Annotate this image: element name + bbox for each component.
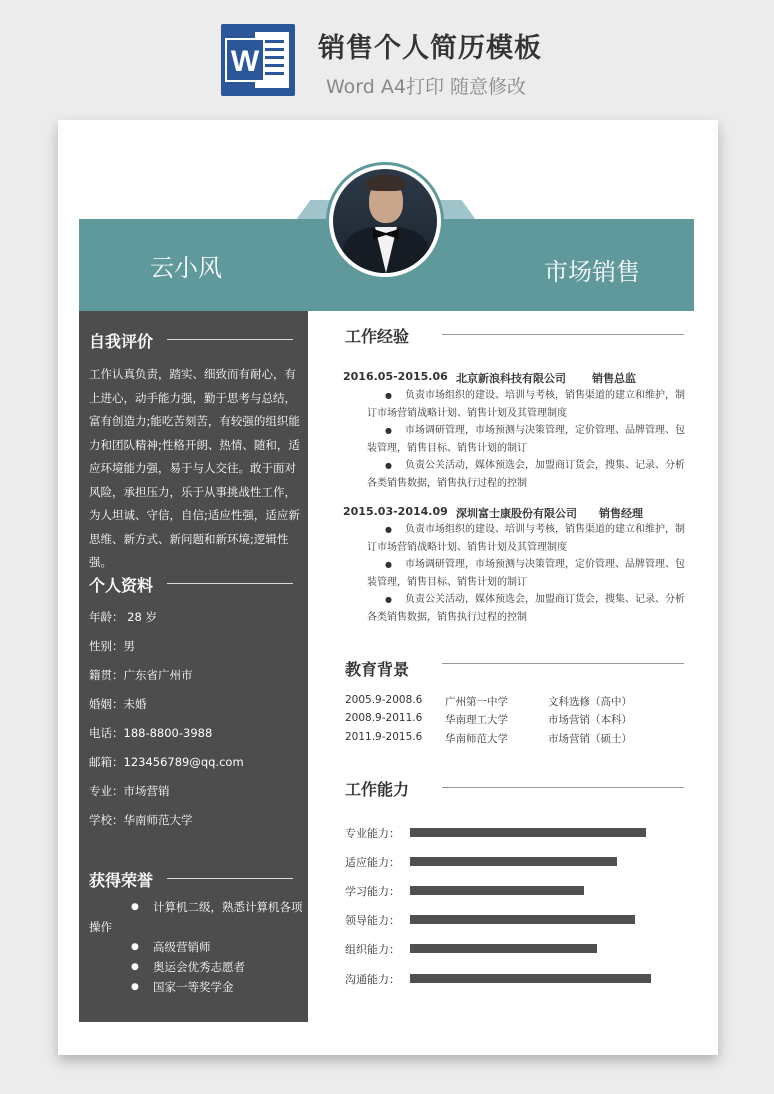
- profile-major: 专业：市场营销: [89, 784, 170, 798]
- honor-item: ● 计算机二级，熟悉计算机各项操作: [89, 897, 303, 937]
- job-company: 北京新浪科技有限公司: [456, 372, 566, 385]
- profile-age: 年龄： 28 岁: [89, 610, 157, 624]
- duty-item: ● 市场调研管理，市场预测与决策管理，定价管理、品牌管理、包装管理，销售目标、销售计划的制订: [367, 422, 687, 457]
- duty-item: ● 负责公关活动，媒体预选会，加盟商订货会，搜集、记录、分析各类销售数据，销售执行过程的控制: [367, 457, 687, 492]
- skill-bar: [410, 974, 651, 983]
- honor-item: ● 国家一等奖学金: [89, 977, 303, 997]
- word-logo-icon: [221, 24, 295, 96]
- edu-school: 华南师范大学: [445, 733, 508, 745]
- divider: [167, 339, 293, 340]
- honor-item: ● 奥运会优秀志愿者: [89, 957, 303, 977]
- edu-period: 2011.9-2015.6: [345, 731, 423, 743]
- resume-page: [58, 120, 718, 1055]
- divider: [442, 334, 684, 335]
- candidate-job-title: 市场销售: [544, 258, 640, 286]
- skill-label: 专业能力：: [345, 827, 400, 840]
- edu-school: 华南理工大学: [445, 714, 508, 726]
- profile-heading: 个人资料: [89, 576, 154, 595]
- job-period: 2015.03-2014.09: [343, 505, 448, 518]
- self-eval-heading: 自我评价: [89, 332, 154, 351]
- divider: [442, 787, 684, 788]
- skill-label: 适应能力：: [345, 856, 400, 869]
- job-company: 深圳富士康股份有限公司: [456, 507, 577, 520]
- divider: [442, 663, 684, 664]
- edu-major: 市场营销（硕士）: [548, 733, 632, 745]
- profile-phone: 电话：188-8800-3988: [89, 726, 213, 740]
- skill-bar: [410, 857, 617, 866]
- edu-major: 文科选修（高中）: [548, 696, 632, 708]
- skill-label: 组织能力：: [345, 943, 400, 956]
- candidate-name: 云小风: [150, 254, 222, 282]
- profile-marital: 婚姻：未婚: [89, 697, 147, 711]
- honors-heading: 获得荣誉: [89, 871, 154, 890]
- profile-email: 邮箱：123456789@qq.com: [89, 755, 244, 769]
- top-banner: [0, 0, 774, 110]
- skill-label: 沟通能力：: [345, 973, 400, 986]
- skill-bar: [410, 944, 597, 953]
- edu-period: 2008.9-2011.6: [345, 712, 423, 724]
- education-heading: 教育背景: [345, 660, 410, 679]
- word-logo-letter: W: [225, 38, 265, 82]
- divider: [167, 583, 293, 584]
- skills-heading: 工作能力: [345, 780, 410, 799]
- skill-bar: [410, 886, 584, 895]
- self-eval-text: 工作认真负责，踏实、细致而有耐心，有上进心，动手能力强，勤于思考与总结，富有创造力;能吃苦刻苦，有较强的组织能力和团队精神;性格开朗、热情、随和，适应环境能力强，易于与人交往。敢于面对风险，承担压力，乐于从事挑战性工作，为人坦诚、守信，自信;适应性强，适应新思维、新方式、新问题和新环境;逻辑性强。: [89, 367, 300, 569]
- edu-period: 2005.9-2008.6: [345, 694, 423, 706]
- job-position: 销售经理: [599, 507, 643, 520]
- skill-bar: [410, 915, 635, 924]
- honors-list: [89, 897, 303, 997]
- duty-item: ● 市场调研管理，市场预测与决策管理，定价管理、品牌管理、包装管理，销售目标、销售计划的制订: [367, 556, 687, 591]
- duty-item: ● 负责公关活动，媒体预选会，加盟商订货会，搜集、记录、分析各类销售数据，销售执行过程的控制: [367, 591, 687, 626]
- job-duties: [367, 387, 687, 492]
- job-period: 2016.05-2015.06: [343, 370, 448, 383]
- edu-school: 广州第一中学: [445, 696, 508, 708]
- duty-item: ● 负责市场组织的建设、培训与考核，销售渠道的建立和维护，制订市场营销战略计划、销售计划及其管理制度: [367, 387, 687, 422]
- job-position: 销售总监: [592, 372, 636, 385]
- skill-label: 学习能力：: [345, 885, 400, 898]
- skill-bar: [410, 828, 646, 837]
- profile-gender: 性别：男: [89, 639, 135, 653]
- sidebar: [79, 311, 308, 1022]
- experience-heading: 工作经验: [345, 327, 410, 346]
- duty-item: ● 负责市场组织的建设、培训与考核，销售渠道的建立和维护，制订市场营销战略计划、销售计划及其管理制度: [367, 521, 687, 556]
- banner-title: 销售个人简历模板: [318, 33, 542, 64]
- job-duties: [367, 521, 687, 626]
- profile-hometown: 籍贯：广东省广州市: [89, 668, 193, 682]
- profile-school: 学校：华南师范大学: [89, 813, 193, 827]
- banner-subtitle: Word A4打印 随意修改: [326, 76, 527, 98]
- edu-major: 市场营销（本科）: [548, 714, 632, 726]
- divider: [167, 878, 293, 879]
- avatar: [326, 162, 444, 280]
- skill-label: 领导能力：: [345, 914, 400, 927]
- honor-item: ● 高级营销师: [89, 937, 303, 957]
